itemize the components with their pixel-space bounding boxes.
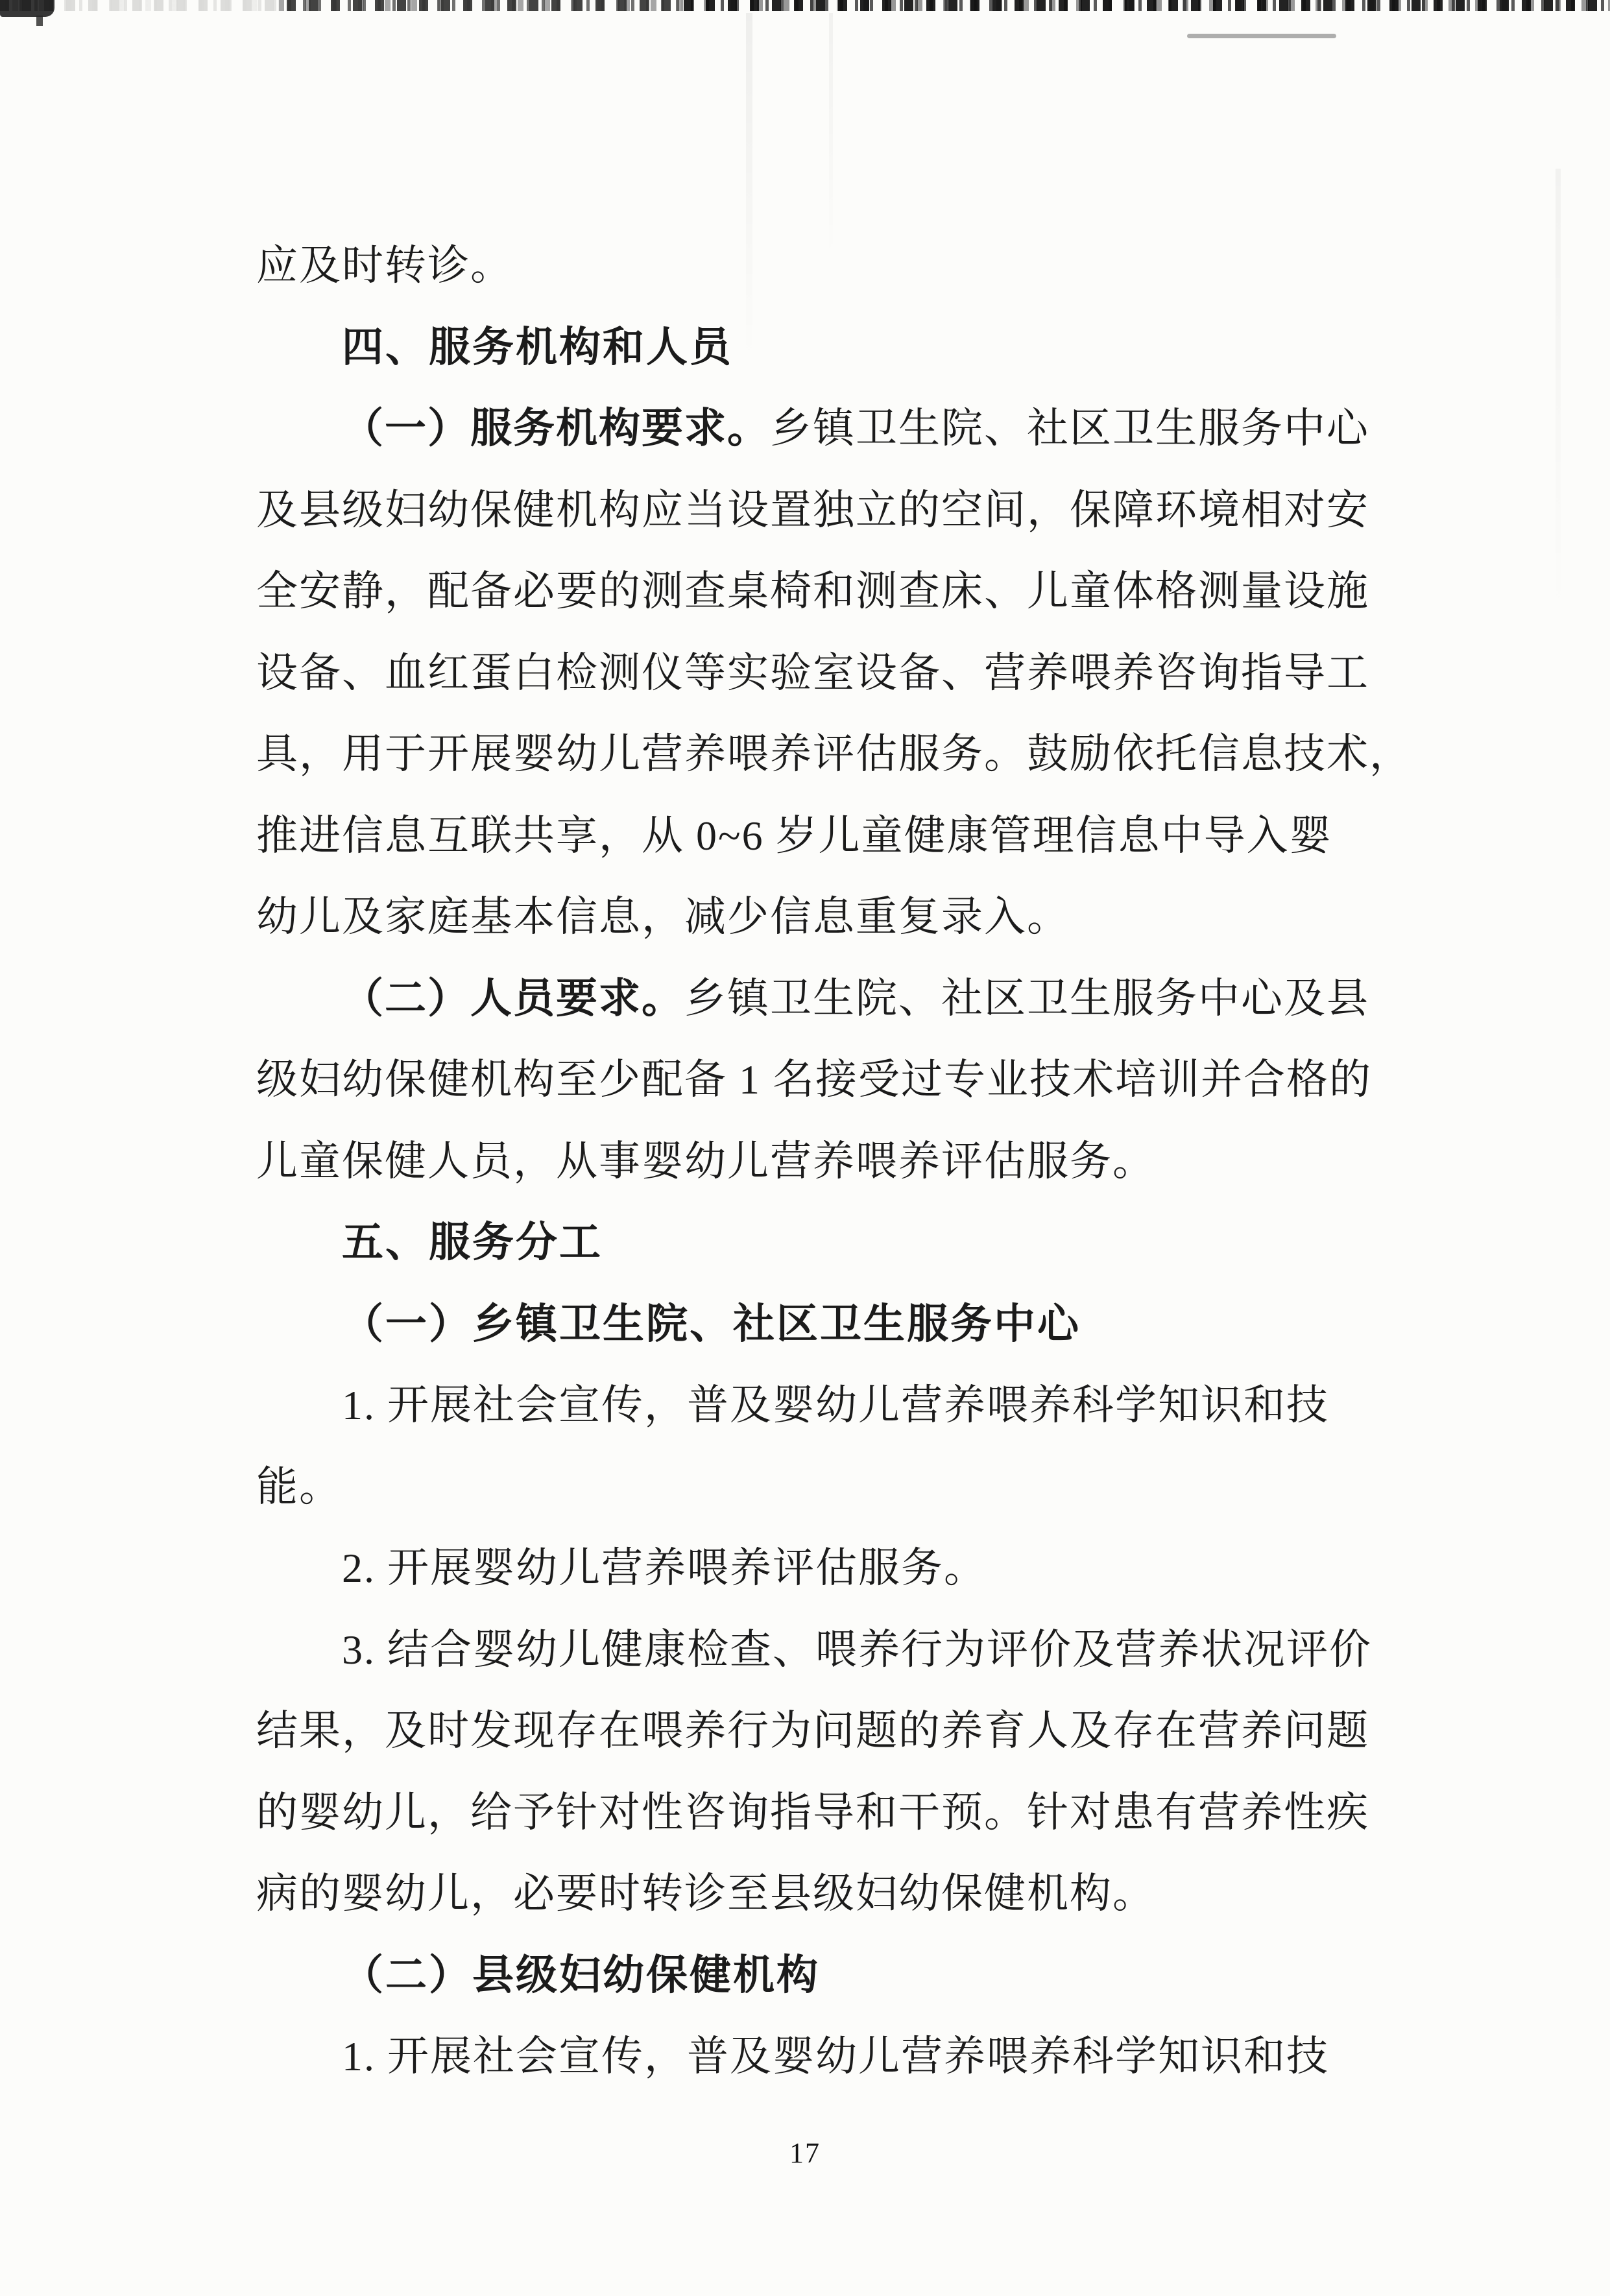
text-segment: 1. 开展社会宣传，普及婴幼儿营养喂养科学知识和技: [342, 1382, 1329, 1428]
text-segment: 2. 开展婴幼儿营养喂养评估服务。: [342, 1545, 987, 1591]
scan-streak: [1556, 169, 1561, 623]
scan-dash-artifact: [1187, 34, 1336, 38]
text-segment: 3. 结合婴幼儿健康检查、喂养行为评价及营养状况评价: [342, 1626, 1372, 1673]
scan-corner-blob: [0, 0, 54, 17]
text-segment: 应及时转诊。: [256, 243, 513, 289]
text-line: [256, 470, 1385, 551]
text-line: [256, 2016, 1385, 2098]
text-segment: 乡镇卫生院、社区卫生服务中心及县: [684, 975, 1369, 1022]
scan-streak: [829, 13, 833, 259]
text-line: [256, 1772, 1385, 1854]
bold-text-segment: 四、服务机构和人员: [342, 323, 733, 372]
text-line: [256, 1527, 1385, 1609]
text-line: [256, 388, 1385, 470]
text-line: [256, 1446, 1385, 1528]
text-line: [256, 1609, 1385, 1691]
text-segment: 级妇幼保健机构至少配备 1 名接受过专业技术培训并合格的: [256, 1057, 1372, 1103]
text-segment: 1. 开展社会宣传，普及婴幼儿营养喂养科学知识和技: [342, 2033, 1329, 2079]
bold-text-segment: （一）服务机构要求。: [342, 405, 770, 453]
bold-text-segment: 五、服务分工: [342, 1219, 603, 1267]
text-segment: 儿童保健人员，从事婴幼儿营养喂养评估服务。: [256, 1138, 1155, 1184]
section-heading-line: [256, 1202, 1385, 1284]
text-segment: 乡镇卫生院、社区卫生服务中心: [770, 405, 1369, 451]
subsection-heading-line: [256, 1284, 1385, 1365]
text-segment: 的婴幼儿，给予针对性咨询指导和干预。针对患有营养性疾: [256, 1789, 1369, 1836]
text-line: [256, 1365, 1385, 1446]
text-line: [256, 551, 1385, 632]
text-segment: 设备、血红蛋白检测仪等实验室设备、营养喂养咨询指导工: [256, 649, 1369, 696]
text-line: [256, 225, 1385, 307]
document-body: [256, 225, 1412, 2098]
section-heading-line: [256, 307, 1385, 389]
text-segment: 及县级妇幼保健机构应当设置独立的空间，保障环境相对安: [256, 486, 1369, 533]
text-segment: 推进信息互联共享，从 0~6 岁儿童健康管理信息中导入婴: [256, 812, 1332, 859]
text-line: [256, 958, 1385, 1040]
text-line: [256, 1853, 1385, 1935]
text-line: [256, 1690, 1385, 1772]
text-segment: 病的婴幼儿，必要时转诊至县级妇幼保健机构。: [256, 1871, 1155, 1917]
text-segment: 结果，及时发现存在喂养行为问题的养育人及存在营养问题: [256, 1708, 1369, 1754]
subsection-heading-line: [256, 1935, 1385, 2016]
text-line: [256, 1121, 1385, 1202]
text-line: [256, 795, 1385, 877]
text-segment: 幼儿及家庭基本信息，减少信息重复录入。: [256, 894, 1070, 940]
text-segment: 能。: [256, 1463, 342, 1510]
bold-text-segment: （二）县级妇幼保健机构: [342, 1951, 820, 2000]
page-number: 17: [789, 2137, 821, 2169]
scan-noise-strip: [0, 0, 1610, 11]
text-line: [256, 632, 1385, 714]
text-line: [256, 1039, 1385, 1121]
text-line: [256, 876, 1385, 958]
bold-text-segment: （二）人员要求。: [342, 974, 684, 1023]
bold-text-segment: （一）乡镇卫生院、社区卫生服务中心: [342, 1300, 1081, 1348]
scan-corner-drip: [36, 16, 43, 26]
text-segment: 全安静，配备必要的测查桌椅和测查床、儿童体格测量设施: [256, 568, 1369, 614]
text-segment: 具，用于开展婴幼儿营养喂养评估服务。鼓励依托信息技术，: [256, 731, 1412, 777]
text-line: [256, 713, 1412, 795]
